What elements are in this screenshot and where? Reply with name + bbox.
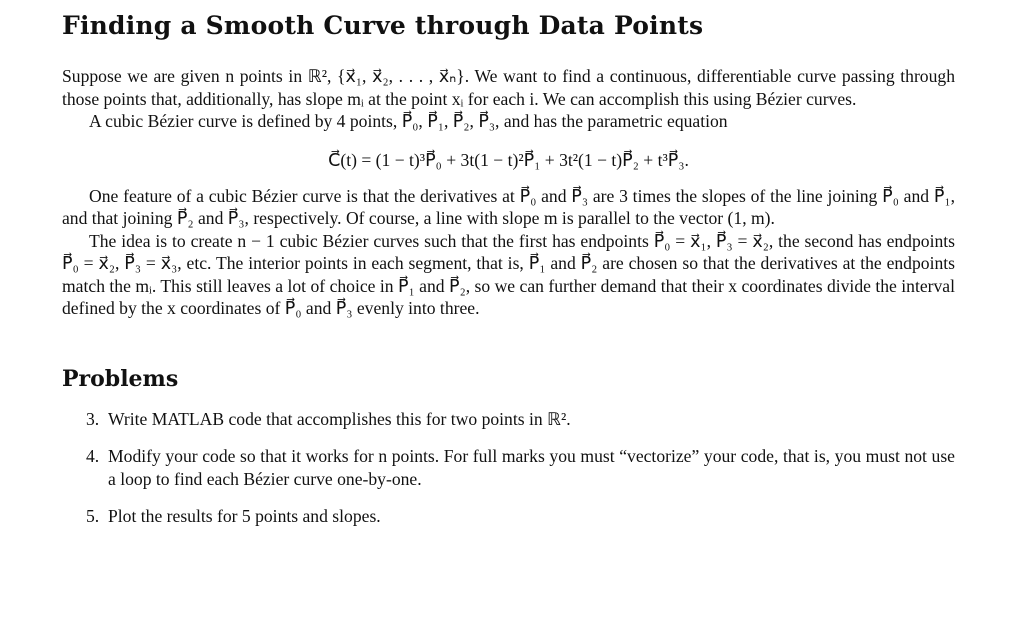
problem-list xyxy=(62,408,955,528)
page-title: Finding a Smooth Curve through Data Points xyxy=(62,11,704,40)
derivative-paragraph: One feature of a cubic Bézier curve is that the derivatives at P⃗₀ and P⃗₃ are 3 times the slopes of the line joining P⃗₀ and P⃗₁, and that joining P⃗₂ and P⃗₃, respectively. Of course, a line with slope m is parallel to the vector (1, m). xyxy=(62,185,955,228)
bezier-definition-paragraph: A cubic Bézier curve is defined by 4 points, P⃗₀, P⃗₁, P⃗₂, P⃗₃, and has the parametric equation xyxy=(89,111,728,131)
problem-text: Write MATLAB code that accomplishes this for two points in ℝ². xyxy=(108,408,571,429)
problem-item xyxy=(62,445,955,490)
problem-number: 4. xyxy=(86,446,100,466)
method-paragraph: The idea is to create n − 1 cubic Bézier curves such that the first has endpoints P⃗₀ = x⃗₁, P⃗₃ = x⃗₂, the second has endpoints P⃗₀ = x⃗₂, P⃗₃ = x⃗₃, etc. The interior points in each segment, that is, P⃗₁ and P⃗₂ are chosen so that the derivatives at the endpoints match the mᵢ. This still leaves a lot of choice in P⃗₁ and P⃗₂, so we can further demand that their x coordinates divide the interval defined by the x coordinates of P⃗₀ and P⃗₃ evenly into three. xyxy=(62,230,955,318)
problems-heading: Problems xyxy=(62,365,179,392)
problem-text: Modify your code so that it works for n points. For full marks you must “vectorize” your code, that is, you must not use a loop to find each Bézier curve one-by-one. xyxy=(108,446,955,489)
intro-paragraph: Suppose we are given n points in ℝ², {x⃗₁, x⃗₂, . . . , x⃗ₙ}. We want to find a continuous, differentiable curve passing through those points that, additionally, has slope mᵢ at the point xᵢ for each i. We can accomplish this using Bézier curves. xyxy=(62,66,955,109)
bezier-equation: C⃗(t) = (1 − t)³P⃗₀ + 3t(1 − t)²P⃗₁ + 3t²(1 − t)P⃗₂ + t³P⃗₃. xyxy=(328,149,689,170)
problem-item xyxy=(62,408,955,431)
problem-text: Plot the results for 5 points and slopes. xyxy=(108,506,381,526)
problem-number: 5. xyxy=(86,506,100,526)
problem-number: 3. xyxy=(86,408,100,429)
document-page xyxy=(62,6,955,543)
problem-item xyxy=(62,505,955,528)
